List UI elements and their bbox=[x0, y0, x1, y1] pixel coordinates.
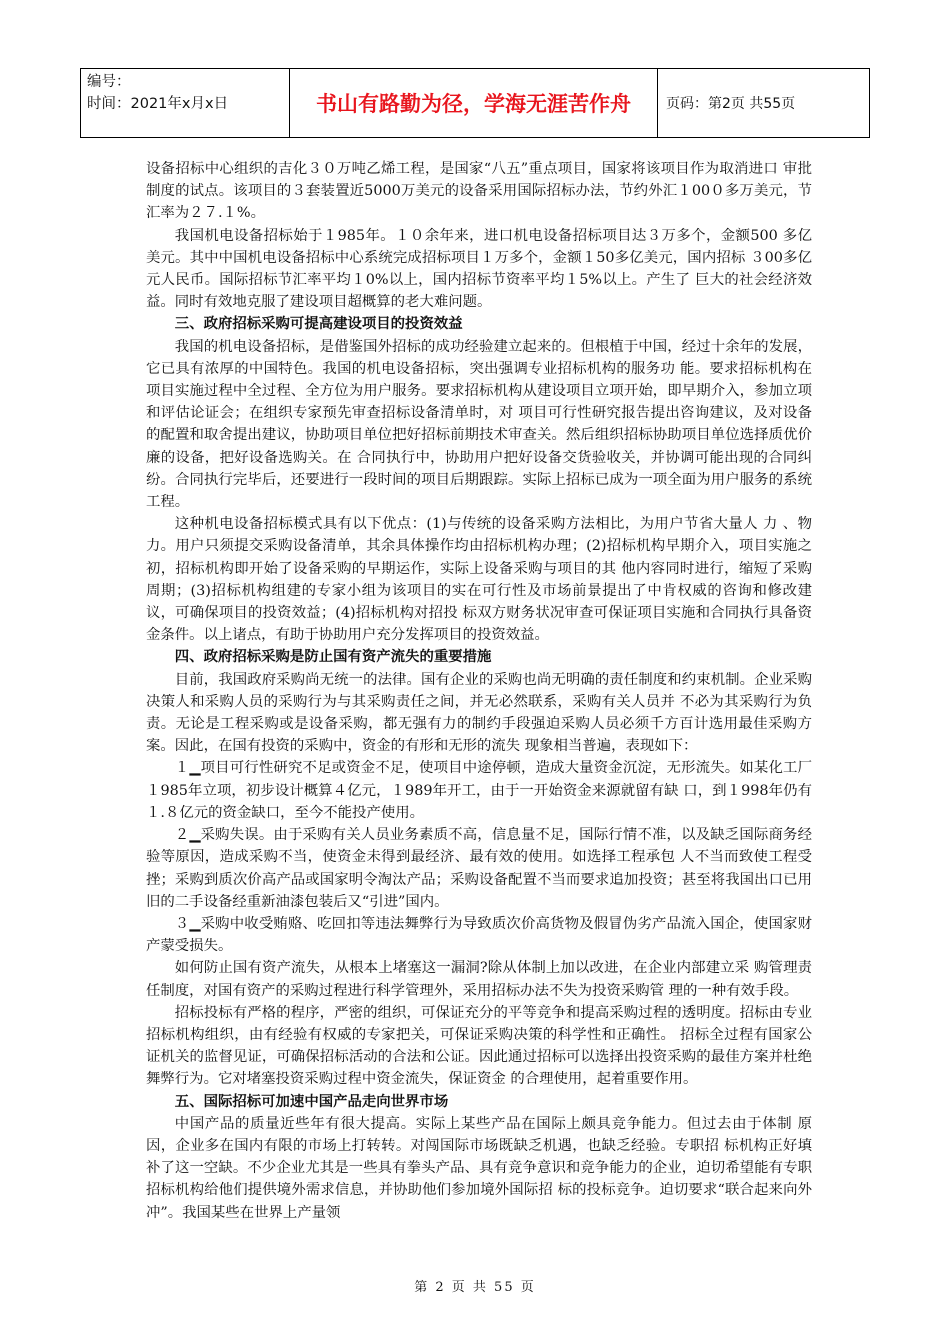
paragraph: ３▁采购中收受贿赂、吃回扣等违法舞弊行为导致质次价高货物及假冒伪劣产品流入国企，使国家财产蒙受损失。 bbox=[146, 915, 812, 955]
header-meta bbox=[81, 69, 290, 137]
section-heading: 三、政府招标采购可提高建设项目的投资效益 bbox=[174, 316, 463, 333]
document-number-label: 编号： bbox=[87, 74, 131, 90]
document-time-label: 时间：2021年x月x日 bbox=[87, 96, 229, 112]
paragraph: 中国产品的质量近些年有很大提高。实际上某些产品在国际上颇具竞争能力。但过去由于体制 原因，企业多在国内有限的市场上打转转。对闯国际市场既缺乏机遇，也缺乏经验。专职招 标机构正好填补了这一空缺。不少企业尤其是一些具有拳头产品、具有竞争意识和竞争能力的企业，迫切希望能有专职招标机构给他们提供境外需求信息，并协助他们参加境外国际招 标的投标竞争。迫切要求“联合起来向外冲”。我国某些在世界上产量领 bbox=[146, 1115, 812, 1221]
header-page-info: 页码：第2页 共55页 bbox=[666, 96, 796, 112]
paragraph: 如何防止国有资产流失，从根本上堵塞这一漏洞?除从体制上加以改进，在企业内部建立采 购管理责任制度，对国有资产的采购过程进行科学管理外，采用招标办法不失为投资采购管 理的一种有效手段。 bbox=[146, 960, 812, 999]
paragraph: ２▁采购失误。由于采购有关人员业务素质不高，信息量不足，国际行情不准，以及缺乏国际商务经验等原因，造成采购不当，使资金未得到最经济、最有效的使用。如选择工程承包 人不当而致使工程受挫；采购到质次价高产品或国家明令淘汰产品；采购设备配置不当而要求追加投资；甚至将我国出口已用旧的二手设备经重新油漆包装后又“引进”国内。 bbox=[146, 827, 812, 910]
paragraph: 设备招标中心组织的吉化３０万吨乙烯工程，是国家“八五”重点项目，国家将该项目作为取消进口 审批制度的试点。该项目的３套装置近5000万美元的设备采用国际招标办法，节约外汇１00０多万美元，节汇率为２７.１%。 bbox=[146, 161, 812, 222]
page-header bbox=[80, 68, 870, 138]
document-body bbox=[146, 158, 812, 1224]
header-slogan: 书山有路勤为径，学海无涯苦作舟 bbox=[290, 69, 658, 137]
paragraph: １▁项目可行性研究不足或资金不足，使项目中途停顿，造成大量资金沉淀，无形流失。如某化工厂１985年立项，初步设计概算４亿元，１989年开工，由于一开始资金来源就留有缺 口，到１998年仍有１.８亿元的资金缺口，至今不能投产使用。 bbox=[146, 760, 812, 821]
paragraph: 我国的机电设备招标，是借鉴国外招标的成功经验建立起来的。但根植于中国，经过十余年的发展，它已具有浓厚的中国特色。我国的机电设备招标，突出强调专业招标机构的服务功 能。要求招标机构在项目实施过程中全过程、全方位为用户服务。要求招标机构从建设项目立项开始，即早期介入，参加立项和评估论证会；在组织专家预先审查招标设备清单时，对 项目可行性研究报告提出咨询建议，及对设备的配置和取舍提出建议，协助项目单位把好招标前期技术审查关。然后组织招标协助项目单位选择质优价廉的设备，把好设备选购关。在 合同执行中，协助用户把好设备交货验收关，并协调可能出现的合同纠纷。合同执行完毕后，还要进行一段时间的项目后期跟踪。实际上招标已成为一项全面为用户服务的系统工程。 bbox=[146, 338, 812, 511]
section-heading: 四、政府招标采购是防止国有资产流失的重要措施 bbox=[174, 649, 492, 666]
paragraph: 这种机电设备招标模式具有以下优点：(1)与传统的设备采购方法相比，为用户节省大量人 力 、物力。用户只须提交采购设备清单，其余具体操作均由招标机构办理；(2)招标机构早期介入，项目实施之初，招标机构即开始了设备采购的早期运作，实际上设备采购与项目的其 他内容同时进行，缩短了采购周期；(3)招标机构组建的专家小组为该项目的实在可行性及市场前景提出了中肯权威的咨询和修改建议，可确保项目的投资效益；(4)招标机构对招投 标双方财务状况审查可保证项目实施和合同执行具备资金条件。以上诸点，有助于协助用户充分发挥项目的投资效益。 bbox=[146, 516, 812, 644]
section-heading: 五、国际招标可加速中国产品走向世界市场 bbox=[174, 1093, 449, 1110]
paragraph: 我国机电设备招标始于１985年。１０余年来，进口机电设备招标项目达３万多个，金额500 多亿 美元。其中中国机电设备招标中心系统完成招标项目１万多个，金额１50多亿美元，国内招标 ３00多亿元人民币。国际招标节汇率平均１0%以上，国内招标节资率平均１5%以上。产生了 巨大的社会经济效益。同时有效地克服了建设项目超概算的老大难问题。 bbox=[146, 227, 812, 311]
page-footer: 第 2 页 共 55 页 bbox=[414, 1280, 536, 1295]
paragraph: 目前，我国政府采购尚无统一的法律。国有企业的采购也尚无明确的责任制度和约束机制。企业采购决策人和采购人员的采购行为与其采购责任之间，并无必然联系，采购有关人员并 不必为其采购行为负责。无论是工程采购或是设备采购，都无强有力的制约手段强迫采购人员必须千方百计选用最佳采购方案。因此，在国有投资的采购中，资金的有形和无形的流失 现象相当普遍，表现如下： bbox=[146, 671, 812, 755]
paragraph: 招标投标有严格的程序，严密的组织，可保证充分的平等竞争和提高采购过程的透明度。招标由专业招标机构组织，由有经验有权威的专家把关，可保证采购决策的科学性和正确性。 招标全过程有国家公证机关的监督见证，可确保招标活动的合法和公证。因此通过招标可以选择出投资采购的最佳方案并杜绝舞弊行为。它对堵塞投资采购过程中资金流失，保证资金 的合理使用，起着重要作用。 bbox=[146, 1004, 812, 1088]
